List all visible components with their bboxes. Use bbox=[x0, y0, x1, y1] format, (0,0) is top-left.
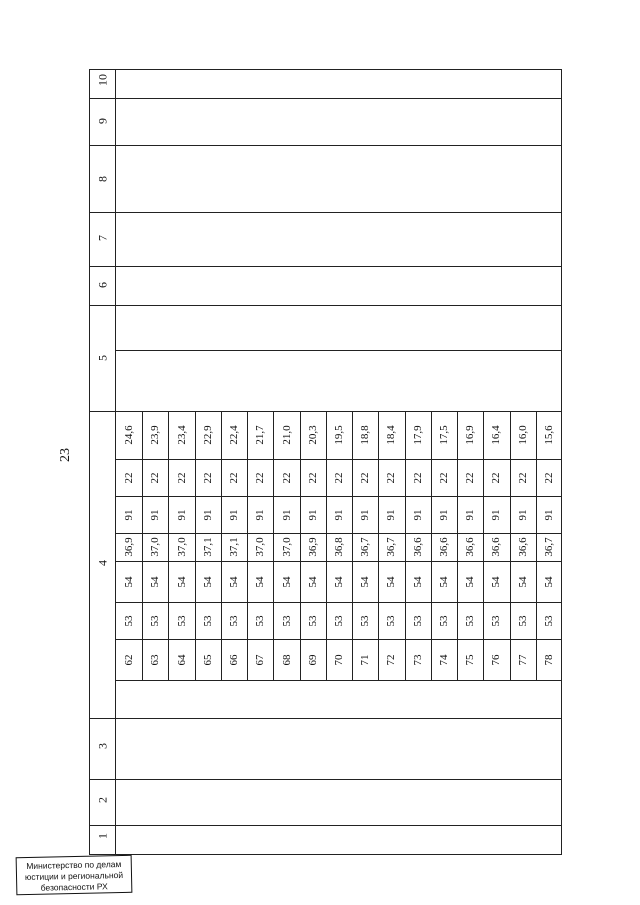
table-cell: 22 bbox=[490, 472, 503, 483]
column-boundary bbox=[89, 98, 562, 99]
table-cell: 37,0 bbox=[149, 537, 162, 557]
table-cell: 17,5 bbox=[437, 425, 450, 445]
column-boundary bbox=[89, 212, 562, 213]
table-cell: 77 bbox=[516, 654, 529, 665]
table-cell: 91 bbox=[123, 509, 136, 520]
table-cell: 36,9 bbox=[306, 537, 319, 557]
table-cell: 37,1 bbox=[228, 537, 241, 557]
table-cell: 36,6 bbox=[411, 537, 424, 557]
grid-line bbox=[116, 411, 562, 412]
table-cell: 53 bbox=[490, 615, 503, 626]
table-cell: 64 bbox=[175, 654, 188, 665]
table-cell: 54 bbox=[175, 576, 188, 587]
grid-line bbox=[431, 411, 432, 680]
table-cell: 22 bbox=[228, 472, 241, 483]
table-cell: 69 bbox=[306, 654, 319, 665]
table-cell: 70 bbox=[333, 654, 345, 665]
table-cell: 73 bbox=[411, 654, 424, 665]
grid-line bbox=[483, 411, 484, 680]
table-cell: 54 bbox=[123, 576, 136, 587]
table-cell: 36,6 bbox=[516, 537, 529, 557]
table-cell: 54 bbox=[490, 576, 503, 587]
grid-line bbox=[116, 639, 562, 640]
table-cell: 24,6 bbox=[123, 425, 136, 445]
grid-line bbox=[142, 411, 143, 680]
table-cell: 53 bbox=[437, 615, 450, 626]
grid-line bbox=[273, 411, 274, 680]
table-cell: 21,7 bbox=[254, 425, 267, 445]
table-cell: 36,6 bbox=[437, 537, 450, 557]
table-cell: 91 bbox=[228, 509, 241, 520]
table-cell: 22 bbox=[333, 472, 345, 483]
table-cell: 91 bbox=[490, 509, 503, 520]
grid-line bbox=[116, 496, 562, 497]
grid-line bbox=[405, 411, 406, 680]
table-cell: 22 bbox=[123, 472, 136, 483]
grid-line bbox=[116, 680, 562, 681]
table-cell: 16,9 bbox=[464, 425, 477, 445]
grid-line bbox=[457, 411, 458, 680]
table-cell: 91 bbox=[464, 509, 477, 520]
column-header-1: 1 bbox=[95, 833, 109, 839]
table-cell: 91 bbox=[306, 509, 319, 520]
table-cell: 91 bbox=[385, 509, 398, 520]
table-cell: 18,8 bbox=[359, 425, 372, 445]
column-boundary bbox=[89, 305, 562, 306]
table-cell: 91 bbox=[333, 509, 345, 520]
table-cell: 91 bbox=[175, 509, 188, 520]
grid-line bbox=[116, 459, 562, 460]
grid-line bbox=[247, 411, 248, 680]
table-cell: 23,9 bbox=[149, 425, 162, 445]
table-cell: 78 bbox=[542, 654, 555, 665]
table-cell: 37,1 bbox=[201, 537, 214, 557]
table-cell: 37,0 bbox=[175, 537, 188, 557]
table-cell: 74 bbox=[437, 654, 450, 665]
table-cell: 53 bbox=[175, 615, 188, 626]
table-cell: 53 bbox=[280, 615, 293, 626]
table-cell: 53 bbox=[542, 615, 555, 626]
table-cell: 22 bbox=[201, 472, 214, 483]
column-header-10: 10 bbox=[95, 74, 109, 86]
grid-line bbox=[326, 411, 327, 680]
table-cell: 36,7 bbox=[359, 537, 372, 557]
table-cell: 62 bbox=[123, 654, 136, 665]
table-cell: 53 bbox=[411, 615, 424, 626]
table-cell: 72 bbox=[385, 654, 398, 665]
table-cell: 36,8 bbox=[333, 537, 345, 557]
column-header-6: 6 bbox=[95, 282, 109, 288]
table-cell: 22 bbox=[175, 472, 188, 483]
table-cell: 16,4 bbox=[490, 425, 503, 445]
table-cell: 53 bbox=[359, 615, 372, 626]
table-cell: 22 bbox=[411, 472, 424, 483]
column-header-3: 3 bbox=[95, 743, 109, 749]
table-cell: 22 bbox=[280, 472, 293, 483]
table-cell: 53 bbox=[516, 615, 529, 626]
column-header-8: 8 bbox=[95, 176, 109, 182]
table-cell: 66 bbox=[228, 654, 241, 665]
table-cell: 91 bbox=[201, 509, 214, 520]
table-cell: 22 bbox=[542, 472, 555, 483]
table-cell: 36,7 bbox=[542, 537, 555, 557]
table-cell: 54 bbox=[201, 576, 214, 587]
column-header-7: 7 bbox=[95, 235, 109, 241]
table-cell: 54 bbox=[464, 576, 477, 587]
stamp-line-1: Министерство по делам bbox=[26, 859, 122, 871]
table-cell: 54 bbox=[437, 576, 450, 587]
table-cell: 91 bbox=[280, 509, 293, 520]
column-header-5: 5 bbox=[95, 355, 109, 361]
table-cell: 91 bbox=[516, 509, 529, 520]
column-header-9: 9 bbox=[95, 118, 109, 124]
table-cell: 19,5 bbox=[333, 425, 345, 445]
table-cell: 67 bbox=[254, 654, 267, 665]
table-cell: 22 bbox=[254, 472, 267, 483]
grid-line bbox=[510, 411, 511, 680]
table-cell: 53 bbox=[123, 615, 136, 626]
column-header-4: 4 bbox=[95, 560, 109, 566]
table-cell: 36,9 bbox=[123, 537, 136, 557]
table-cell: 91 bbox=[437, 509, 450, 520]
table-cell: 36,6 bbox=[464, 537, 477, 557]
table-cell: 54 bbox=[411, 576, 424, 587]
table-cell: 22 bbox=[385, 472, 398, 483]
table-cell: 91 bbox=[254, 509, 267, 520]
table-cell: 54 bbox=[228, 576, 241, 587]
grid-line bbox=[378, 411, 379, 680]
column-boundary bbox=[89, 145, 562, 146]
table-cell: 21,0 bbox=[280, 425, 293, 445]
table-cell: 54 bbox=[149, 576, 162, 587]
table-cell: 23,4 bbox=[175, 425, 188, 445]
table-cell: 54 bbox=[306, 576, 319, 587]
grid-line bbox=[168, 411, 169, 680]
table-cell: 65 bbox=[201, 654, 214, 665]
stamp-line-3: безопасности РХ bbox=[40, 881, 108, 893]
grid-line bbox=[221, 411, 222, 680]
table-cell: 76 bbox=[490, 654, 503, 665]
table-cell: 54 bbox=[254, 576, 267, 587]
grid-line bbox=[300, 411, 301, 680]
table-cell: 20,3 bbox=[306, 425, 319, 445]
table-cell: 22,9 bbox=[201, 425, 214, 445]
table-cell: 53 bbox=[385, 615, 398, 626]
table-cell: 22 bbox=[516, 472, 529, 483]
column-boundary bbox=[89, 718, 562, 719]
grid-line bbox=[352, 411, 353, 680]
column-boundary bbox=[89, 266, 562, 267]
table-cell: 71 bbox=[359, 654, 372, 665]
column-header-2: 2 bbox=[95, 797, 109, 803]
table-cell: 22 bbox=[437, 472, 450, 483]
table-cell: 68 bbox=[280, 654, 293, 665]
table-cell: 36,7 bbox=[385, 537, 398, 557]
column-boundary bbox=[89, 779, 562, 780]
table-cell: 53 bbox=[149, 615, 162, 626]
table-cell: 53 bbox=[254, 615, 267, 626]
table-cell: 91 bbox=[359, 509, 372, 520]
table-cell: 16,0 bbox=[516, 425, 529, 445]
table-cell: 36,6 bbox=[490, 537, 503, 557]
table-cell: 63 bbox=[149, 654, 162, 665]
table-cell: 53 bbox=[333, 615, 345, 626]
table-cell: 54 bbox=[542, 576, 555, 587]
stamp-line-2: юстиции и региональной bbox=[24, 869, 124, 883]
table-cell: 53 bbox=[306, 615, 319, 626]
grid-line bbox=[116, 602, 562, 603]
table-cell: 54 bbox=[280, 576, 293, 587]
table-cell: 17,9 bbox=[411, 425, 424, 445]
column-boundary bbox=[89, 825, 562, 826]
table-cell: 91 bbox=[542, 509, 555, 520]
table-cell: 54 bbox=[385, 576, 398, 587]
table-cell: 22,4 bbox=[228, 425, 241, 445]
table-cell: 54 bbox=[516, 576, 529, 587]
table-cell: 22 bbox=[359, 472, 372, 483]
ministry-stamp bbox=[16, 855, 133, 895]
grid-line bbox=[116, 561, 562, 562]
table-cell: 54 bbox=[359, 576, 372, 587]
table-cell: 75 bbox=[464, 654, 477, 665]
table-cell: 91 bbox=[149, 509, 162, 520]
grid-line bbox=[195, 411, 196, 680]
page-number: 23 bbox=[58, 448, 73, 462]
table-cell: 22 bbox=[464, 472, 477, 483]
table-cell: 37,0 bbox=[254, 537, 267, 557]
table-cell: 53 bbox=[464, 615, 477, 626]
table-cell: 54 bbox=[333, 576, 345, 587]
table-cell: 18,4 bbox=[385, 425, 398, 445]
table-cell: 53 bbox=[201, 615, 214, 626]
grid-line bbox=[536, 411, 537, 680]
table-cell: 91 bbox=[411, 509, 424, 520]
column-5-inner-line bbox=[116, 350, 562, 351]
table-cell: 15,6 bbox=[542, 425, 555, 445]
table-cell: 22 bbox=[306, 472, 319, 483]
data-grid bbox=[116, 411, 562, 680]
table-cell: 22 bbox=[149, 472, 162, 483]
table-cell: 37,0 bbox=[280, 537, 293, 557]
table-cell: 53 bbox=[228, 615, 241, 626]
